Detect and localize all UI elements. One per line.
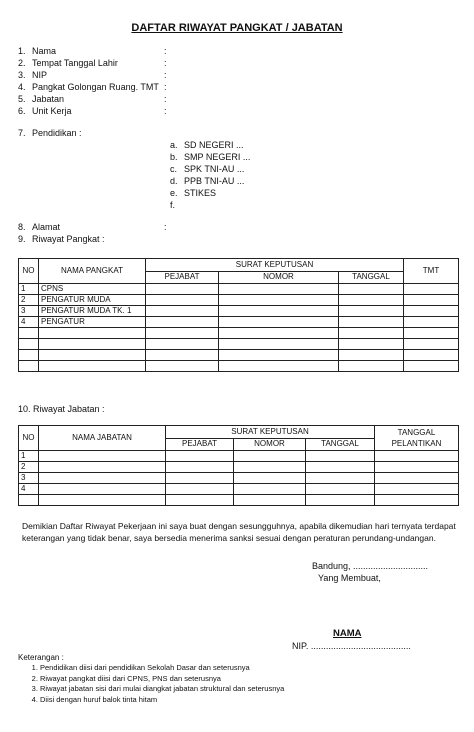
header-pejabat: PEJABAT bbox=[166, 438, 234, 451]
cell-tmt[interactable] bbox=[404, 328, 459, 339]
cell-nomor[interactable] bbox=[219, 361, 339, 372]
cell-nama: PENGATUR MUDA bbox=[39, 295, 146, 306]
table-row bbox=[19, 284, 459, 295]
cell-tanggal[interactable] bbox=[339, 350, 404, 361]
field-label: Unit Kerja bbox=[32, 106, 72, 116]
field-label: Pangkat Golongan Ruang. TMT bbox=[32, 82, 159, 92]
cell-tanggal[interactable] bbox=[306, 484, 375, 495]
field-row bbox=[18, 82, 159, 93]
cell-pejabat[interactable] bbox=[166, 484, 234, 495]
cell-no bbox=[19, 350, 39, 361]
cell-pejabat[interactable] bbox=[146, 317, 219, 328]
page-title: DAFTAR RIWAYAT PANGKAT / JABATAN bbox=[131, 22, 343, 34]
cell-nomor[interactable] bbox=[219, 306, 339, 317]
field-label: NIP bbox=[32, 70, 48, 80]
table-row bbox=[19, 462, 459, 473]
field-colon: : bbox=[164, 94, 167, 104]
cell-tmt[interactable] bbox=[404, 284, 459, 295]
cell-nama: CPNS bbox=[39, 284, 146, 295]
field-colon: : bbox=[164, 58, 167, 68]
cell-pelantikan[interactable] bbox=[375, 462, 459, 473]
cell-tanggal[interactable] bbox=[306, 451, 375, 462]
cell-pejabat[interactable] bbox=[146, 295, 219, 306]
cell-tanggal[interactable] bbox=[306, 473, 375, 484]
cell-tmt[interactable] bbox=[404, 339, 459, 350]
cell-no: 4 bbox=[19, 317, 39, 328]
header-nomor: NOMOR bbox=[219, 271, 339, 284]
education-text: STIKES bbox=[184, 188, 217, 198]
table-row bbox=[19, 350, 459, 361]
cell-no: 3 bbox=[19, 473, 39, 484]
cell-tanggal[interactable] bbox=[339, 295, 404, 306]
cell-nama bbox=[39, 350, 146, 361]
field-number: 1. bbox=[18, 46, 26, 56]
field-label: Pendidikan : bbox=[32, 128, 82, 138]
cell-tanggal[interactable] bbox=[339, 306, 404, 317]
field-number: 9. bbox=[18, 234, 26, 244]
field-number: 7. bbox=[18, 128, 26, 138]
header-no: NO bbox=[19, 426, 39, 451]
cell-nomor[interactable] bbox=[234, 451, 306, 462]
cell-no: 2 bbox=[19, 295, 39, 306]
cell-tmt[interactable] bbox=[404, 306, 459, 317]
header-tmt: TMT bbox=[404, 259, 459, 284]
education-letter: d. bbox=[170, 176, 178, 186]
signature-nip: NIP. ........................................ bbox=[292, 641, 411, 651]
cell-nama[interactable] bbox=[39, 473, 166, 484]
cell-nomor[interactable] bbox=[219, 295, 339, 306]
notes-heading: Keterangan : bbox=[18, 653, 64, 662]
cell-no: 4 bbox=[19, 484, 39, 495]
field-row bbox=[18, 106, 72, 117]
cell-nama: PENGATUR MUDA TK. 1 bbox=[39, 306, 146, 317]
cell-pejabat[interactable] bbox=[146, 284, 219, 295]
header-line: PELANTIKAN bbox=[391, 439, 442, 448]
cell-pejabat[interactable] bbox=[166, 495, 234, 506]
education-letter: a. bbox=[170, 140, 178, 150]
education-letter: b. bbox=[170, 152, 178, 162]
cell-nama: PENGATUR bbox=[39, 317, 146, 328]
field-colon: : bbox=[164, 82, 167, 92]
header-surat-keputusan: SURAT KEPUTUSAN bbox=[146, 259, 404, 272]
cell-pelantikan[interactable] bbox=[375, 451, 459, 462]
header-line: TANGGAL bbox=[397, 428, 436, 437]
cell-nomor[interactable] bbox=[234, 484, 306, 495]
table-row bbox=[19, 484, 459, 495]
table-row bbox=[19, 361, 459, 372]
pendidikan-label bbox=[18, 128, 82, 139]
field-number: 4. bbox=[18, 82, 26, 92]
field-number: 3. bbox=[18, 70, 26, 80]
field-label: Alamat bbox=[32, 222, 61, 232]
cell-pejabat[interactable] bbox=[166, 451, 234, 462]
header-nama-pangkat: NAMA PANGKAT bbox=[39, 259, 146, 284]
table-row bbox=[19, 328, 459, 339]
cell-no: 1 bbox=[19, 451, 39, 462]
note-item: 4. Diisi dengan huruf balok tinta hitam bbox=[40, 695, 470, 706]
cell-pejabat[interactable] bbox=[146, 350, 219, 361]
cell-pejabat[interactable] bbox=[146, 306, 219, 317]
field-number: 5. bbox=[18, 94, 26, 104]
cell-tanggal[interactable] bbox=[306, 495, 375, 506]
table-row bbox=[19, 317, 459, 328]
header-surat-keputusan: SURAT KEPUTUSAN bbox=[166, 426, 375, 439]
education-item bbox=[170, 140, 244, 151]
cell-no bbox=[19, 339, 39, 350]
cell-nama[interactable] bbox=[39, 451, 166, 462]
header-pejabat: PEJABAT bbox=[146, 271, 219, 284]
education-letter: f. bbox=[170, 200, 176, 210]
cell-nomor[interactable] bbox=[234, 495, 306, 506]
field-row bbox=[18, 46, 56, 57]
cell-nomor[interactable] bbox=[219, 339, 339, 350]
cell-pelantikan[interactable] bbox=[375, 484, 459, 495]
education-item bbox=[170, 176, 244, 187]
education-text: PPB TNI-AU ... bbox=[184, 176, 245, 186]
cell-pejabat[interactable] bbox=[166, 462, 234, 473]
cell-nomor[interactable] bbox=[234, 473, 306, 484]
signature-name: NAMA bbox=[333, 628, 362, 639]
riwayat-jabatan-label: 10. Riwayat Jabatan : bbox=[18, 404, 105, 414]
cell-pejabat[interactable] bbox=[146, 361, 219, 372]
cell-pelantikan[interactable] bbox=[375, 473, 459, 484]
table-row bbox=[19, 495, 459, 506]
cell-tanggal[interactable] bbox=[339, 328, 404, 339]
cell-no bbox=[19, 495, 39, 506]
note-item: 2. Riwayat pangkat diisi dari CPNS, PNS dan seterusnya bbox=[40, 674, 470, 685]
field-row bbox=[18, 58, 118, 69]
cell-pelantikan[interactable] bbox=[375, 495, 459, 506]
riwayat-jabatan-table bbox=[18, 425, 459, 506]
riwayat-pangkat-label bbox=[18, 234, 105, 245]
cell-tanggal[interactable] bbox=[339, 317, 404, 328]
cell-no bbox=[19, 328, 39, 339]
statement-paragraph: Demikian Daftar Riwayat Pekerjaan ini saya buat dengan sesungguhnya, apabila dikemudian hari ternyata terdapat keterangan yang tidak benar, saya bersedia menerima sanksi sesuai dengan peraturan perundang-undangan. bbox=[22, 521, 456, 543]
cell-nama bbox=[39, 361, 146, 372]
cell-nama[interactable] bbox=[39, 484, 166, 495]
table-row bbox=[19, 473, 459, 484]
signature-place-date: Bandung, .............................. bbox=[312, 561, 429, 571]
cell-tmt[interactable] bbox=[404, 317, 459, 328]
education-item bbox=[170, 188, 216, 199]
table-row bbox=[19, 306, 459, 317]
education-text: SPK TNI-AU ... bbox=[184, 164, 245, 174]
cell-tmt[interactable] bbox=[404, 295, 459, 306]
header-nama-jabatan: NAMA JABATAN bbox=[39, 426, 166, 451]
field-colon: : bbox=[164, 46, 167, 56]
field-colon: : bbox=[164, 70, 167, 80]
education-item bbox=[170, 164, 244, 175]
field-number: 6. bbox=[18, 106, 26, 116]
education-item bbox=[170, 152, 250, 163]
note-item: 1. Pendidikan diisi dari pendidikan Sekolah Dasar dan seterusnya bbox=[40, 663, 470, 674]
cell-nomor[interactable] bbox=[219, 284, 339, 295]
header-no: NO bbox=[19, 259, 39, 284]
header-nomor: NOMOR bbox=[234, 438, 306, 451]
education-item bbox=[170, 200, 184, 211]
cell-pejabat[interactable] bbox=[166, 473, 234, 484]
cell-pejabat[interactable] bbox=[146, 328, 219, 339]
cell-no: 1 bbox=[19, 284, 39, 295]
education-letter: e. bbox=[170, 188, 178, 198]
table-header-row bbox=[19, 426, 459, 439]
riwayat-pangkat-table bbox=[18, 258, 459, 372]
table-row bbox=[19, 339, 459, 350]
cell-pejabat[interactable] bbox=[146, 339, 219, 350]
field-label: Jabatan bbox=[32, 94, 65, 104]
education-text: SMP NEGERI ... bbox=[184, 152, 251, 162]
table-row bbox=[19, 451, 459, 462]
cell-nomor[interactable] bbox=[219, 350, 339, 361]
notes-list bbox=[18, 663, 470, 705]
cell-tmt[interactable] bbox=[404, 361, 459, 372]
field-colon: : bbox=[164, 222, 167, 232]
cell-tanggal[interactable] bbox=[339, 284, 404, 295]
header-tanggal-pelantikan bbox=[375, 426, 459, 451]
cell-no bbox=[19, 361, 39, 372]
cell-nama[interactable] bbox=[39, 462, 166, 473]
cell-nomor[interactable] bbox=[234, 462, 306, 473]
field-number: 2. bbox=[18, 58, 26, 68]
cell-nomor[interactable] bbox=[219, 317, 339, 328]
table-row bbox=[19, 295, 459, 306]
education-letter: c. bbox=[170, 164, 178, 174]
field-row bbox=[18, 94, 64, 105]
field-label: Tempat Tanggal Lahir bbox=[32, 58, 118, 68]
field-label: Nama bbox=[32, 46, 57, 56]
field-number: 8. bbox=[18, 222, 26, 232]
cell-nama[interactable] bbox=[39, 495, 166, 506]
field-label: Riwayat Pangkat : bbox=[32, 234, 105, 244]
cell-no: 2 bbox=[19, 462, 39, 473]
cell-tanggal[interactable] bbox=[339, 361, 404, 372]
cell-tmt[interactable] bbox=[404, 350, 459, 361]
field-row bbox=[18, 70, 47, 81]
field-colon: : bbox=[164, 106, 167, 116]
header-tanggal: TANGGAL bbox=[306, 438, 375, 451]
signature-maker: Yang Membuat, bbox=[318, 573, 381, 583]
cell-tanggal[interactable] bbox=[306, 462, 375, 473]
note-item: 3. Riwayat jabatan sisi dari mulai diangkat jabatan struktural dan seterusnya bbox=[40, 684, 470, 695]
header-tanggal: TANGGAL bbox=[339, 271, 404, 284]
cell-nama bbox=[39, 328, 146, 339]
alamat-label bbox=[18, 222, 60, 233]
cell-no: 3 bbox=[19, 306, 39, 317]
table-header-row bbox=[19, 259, 459, 272]
cell-nama bbox=[39, 339, 146, 350]
education-text: SD NEGERI ... bbox=[184, 140, 244, 150]
cell-tanggal[interactable] bbox=[339, 339, 404, 350]
cell-nomor[interactable] bbox=[219, 328, 339, 339]
